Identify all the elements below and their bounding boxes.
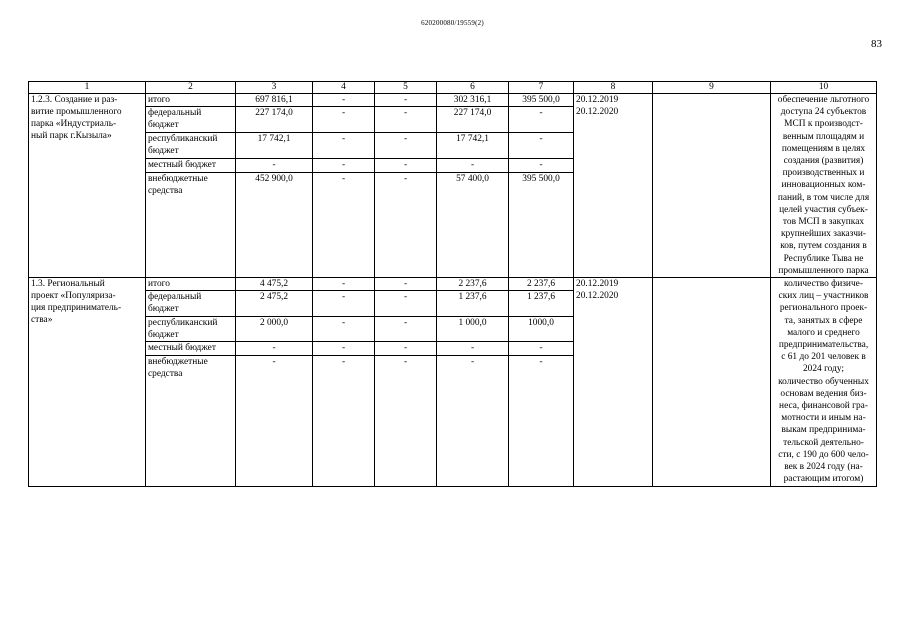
funding-source-line: внебюджетные: [148, 173, 208, 184]
value-cell-col5: -: [375, 316, 437, 342]
expected-result-line: ков, путем создания в: [780, 241, 867, 252]
value-cell-col3: -: [236, 355, 313, 486]
deadline-dates: [574, 94, 653, 278]
funding-source: [146, 355, 236, 486]
expected-result-line: 2024 году;: [802, 364, 845, 375]
value-cell-col4: -: [313, 291, 375, 317]
measure-title-line: 1.2.3. Создание и раз-: [31, 95, 118, 105]
expected-result-line: Республике Тыва не: [783, 253, 864, 264]
value-cell-col3: -: [236, 342, 313, 355]
expected-result-line: основам ведения биз-: [780, 388, 867, 399]
funding-source-line: местный бюджет: [148, 343, 216, 354]
value-cell-col6: 227 174,0: [437, 107, 509, 133]
value-cell-col5: -: [375, 107, 437, 133]
column-number: 5: [375, 82, 437, 94]
value-cell-col3: 2 475,2: [236, 291, 313, 317]
value-cell-col5: -: [375, 342, 437, 355]
funding-source-line: бюджет: [148, 120, 179, 131]
expected-result-line: сти, с 190 до 600 чело-: [778, 449, 869, 460]
value-cell-col4: -: [313, 133, 375, 159]
expected-result-line: производственных и: [782, 168, 865, 179]
funding-source: [146, 133, 236, 159]
responsible-cell: [653, 94, 771, 278]
funding-source: [146, 291, 236, 317]
value-cell-col5: -: [375, 291, 437, 317]
value-cell-col6: 1 000,0: [437, 316, 509, 342]
expected-result-line: малого и среднего: [787, 327, 860, 338]
expected-result-line: тов МСП в закупках: [782, 217, 865, 228]
column-number: 8: [574, 82, 653, 94]
value-cell-col6: -: [437, 342, 509, 355]
measure-title-line: ция предприниматель-: [31, 303, 122, 314]
expected-result-line: обеспечение льготного: [777, 95, 870, 105]
measure-title-line: ный парк г.Кызыла»: [31, 131, 112, 141]
program-table: [28, 81, 877, 487]
funding-source-line: местный бюджет: [148, 160, 216, 171]
deadline-date: 20.12.2020: [576, 291, 619, 302]
funding-source-line: бюджет: [148, 304, 179, 315]
expected-result-line: неса, финансовой гра-: [779, 401, 868, 412]
value-cell-col3: 2 000,0: [236, 316, 313, 342]
value-cell-col7: -: [509, 342, 574, 355]
expected-result-line: предпринимательства,: [778, 340, 869, 351]
value-cell-col6: 17 742,1: [437, 133, 509, 159]
value-cell-col3: 4 475,2: [236, 278, 313, 291]
expected-result-line: с 61 до 201 человек в: [781, 352, 866, 363]
funding-source-line: итого: [148, 95, 170, 105]
value-cell-col4: -: [313, 172, 375, 277]
value-cell-col5: -: [375, 355, 437, 486]
funding-source-line: внебюджетные: [148, 356, 208, 367]
expected-result-line: растающим итогом): [783, 474, 864, 485]
page-number: 83: [871, 38, 882, 50]
expected-result: [771, 94, 877, 278]
expected-result-line: крупнейших заказчи-: [780, 229, 867, 240]
value-cell-col3: 452 900,0: [236, 172, 313, 277]
funding-source: [146, 342, 236, 355]
funding-source-line: республиканский: [148, 134, 218, 145]
funding-source-line: республиканский: [148, 317, 218, 328]
column-number: 6: [437, 82, 509, 94]
measure-title-line: 1.3. Региональный: [31, 279, 105, 290]
funding-source: [146, 172, 236, 277]
value-cell-col4: -: [313, 159, 375, 172]
funding-source: [146, 159, 236, 172]
value-cell-col7: 395 500,0: [509, 94, 574, 107]
value-cell-col5: -: [375, 94, 437, 107]
column-number: 4: [313, 82, 375, 94]
document-code: 620200080/19559(2): [421, 19, 484, 27]
funding-source: [146, 278, 236, 291]
value-cell-col3: 697 816,1: [236, 94, 313, 107]
expected-result-line: МСП к производст-: [784, 119, 863, 130]
value-cell-col3: 227 174,0: [236, 107, 313, 133]
expected-result-line: количество обученных: [778, 376, 869, 387]
value-cell-col7: 1000,0: [509, 316, 574, 342]
expected-result: [771, 278, 877, 486]
funding-source-line: средства: [148, 368, 183, 379]
value-cell-col6: -: [437, 355, 509, 486]
column-number: 9: [653, 82, 771, 94]
funding-source: [146, 94, 236, 107]
deadline-dates: [574, 278, 653, 486]
deadline-date: 20.12.2019: [576, 95, 619, 105]
expected-result-line: ских лиц – участников: [778, 291, 869, 302]
expected-result-line: промышленного парка: [778, 265, 869, 276]
value-cell-col7: -: [509, 107, 574, 133]
expected-result-line: целей участия субъек-: [779, 204, 868, 215]
responsible-cell: [653, 278, 771, 486]
deadline-date: 20.12.2019: [576, 279, 619, 290]
funding-source-line: бюджет: [148, 146, 179, 157]
value-cell-col6: 1 237,6: [437, 291, 509, 317]
value-cell-col7: 1 237,6: [509, 291, 574, 317]
column-number: 1: [29, 82, 146, 94]
deadline-date: 20.12.2020: [576, 107, 619, 117]
value-cell-col7: -: [509, 159, 574, 172]
column-number: 10: [771, 82, 877, 94]
value-cell-col4: -: [313, 94, 375, 107]
table-row: [29, 94, 877, 107]
expected-result-line: создания (развития): [783, 156, 864, 167]
column-number-row: [29, 82, 877, 94]
value-cell-col7: -: [509, 355, 574, 486]
column-number: 7: [509, 82, 574, 94]
value-cell-col6: 2 237,6: [437, 278, 509, 291]
measure-title: [29, 278, 146, 486]
measure-title: [29, 94, 146, 278]
value-cell-col3: 17 742,1: [236, 133, 313, 159]
expected-result-line: тельской деятельно-: [783, 437, 864, 448]
value-cell-col4: -: [313, 278, 375, 291]
value-cell-col7: -: [509, 133, 574, 159]
value-cell-col5: -: [375, 278, 437, 291]
value-cell-col6: 302 316,1: [437, 94, 509, 107]
funding-source: [146, 107, 236, 133]
value-cell-col5: -: [375, 172, 437, 277]
value-cell-col5: -: [375, 133, 437, 159]
expected-result-line: инновационных ком-: [781, 180, 866, 191]
column-number: 2: [146, 82, 236, 94]
expected-result-line: выкам предпринима-: [781, 425, 866, 436]
value-cell-col6: -: [437, 159, 509, 172]
value-cell-col4: -: [313, 107, 375, 133]
value-cell-col3: -: [236, 159, 313, 172]
value-cell-col7: 395 500,0: [509, 172, 574, 277]
value-cell-col7: 2 237,6: [509, 278, 574, 291]
value-cell-col4: -: [313, 355, 375, 486]
expected-result-line: венным площадям и: [782, 131, 865, 142]
value-cell-col4: -: [313, 316, 375, 342]
funding-source-line: федеральный: [148, 292, 202, 303]
table-row: [29, 278, 877, 291]
value-cell-col6: 57 400,0: [437, 172, 509, 277]
expected-result-line: количество физиче-: [784, 279, 863, 290]
measure-title-line: проект «Популяриза-: [31, 291, 116, 302]
expected-result-line: паний, в том числе для: [777, 192, 870, 203]
expected-result-line: доступа 24 субъектов: [780, 107, 867, 118]
funding-source-line: бюджет: [148, 329, 179, 340]
measure-title-line: ства»: [31, 315, 53, 326]
expected-result-line: та, занятых в сфере: [784, 315, 863, 326]
value-cell-col4: -: [313, 342, 375, 355]
expected-result-line: мотности и иным на-: [781, 413, 866, 424]
expected-result-line: помещениям в целях: [781, 143, 866, 154]
funding-source: [146, 316, 236, 342]
column-number: 3: [236, 82, 313, 94]
expected-result-line: век в 2024 году (на-: [784, 462, 863, 473]
funding-source-line: итого: [148, 279, 170, 290]
measure-title-line: парка «Индустриаль-: [31, 119, 117, 129]
measure-title-line: витие промышленного: [31, 107, 122, 117]
funding-source-line: средства: [148, 185, 183, 196]
funding-source-line: федеральный: [148, 108, 202, 119]
value-cell-col5: -: [375, 159, 437, 172]
expected-result-line: регионального проек-: [779, 303, 868, 314]
